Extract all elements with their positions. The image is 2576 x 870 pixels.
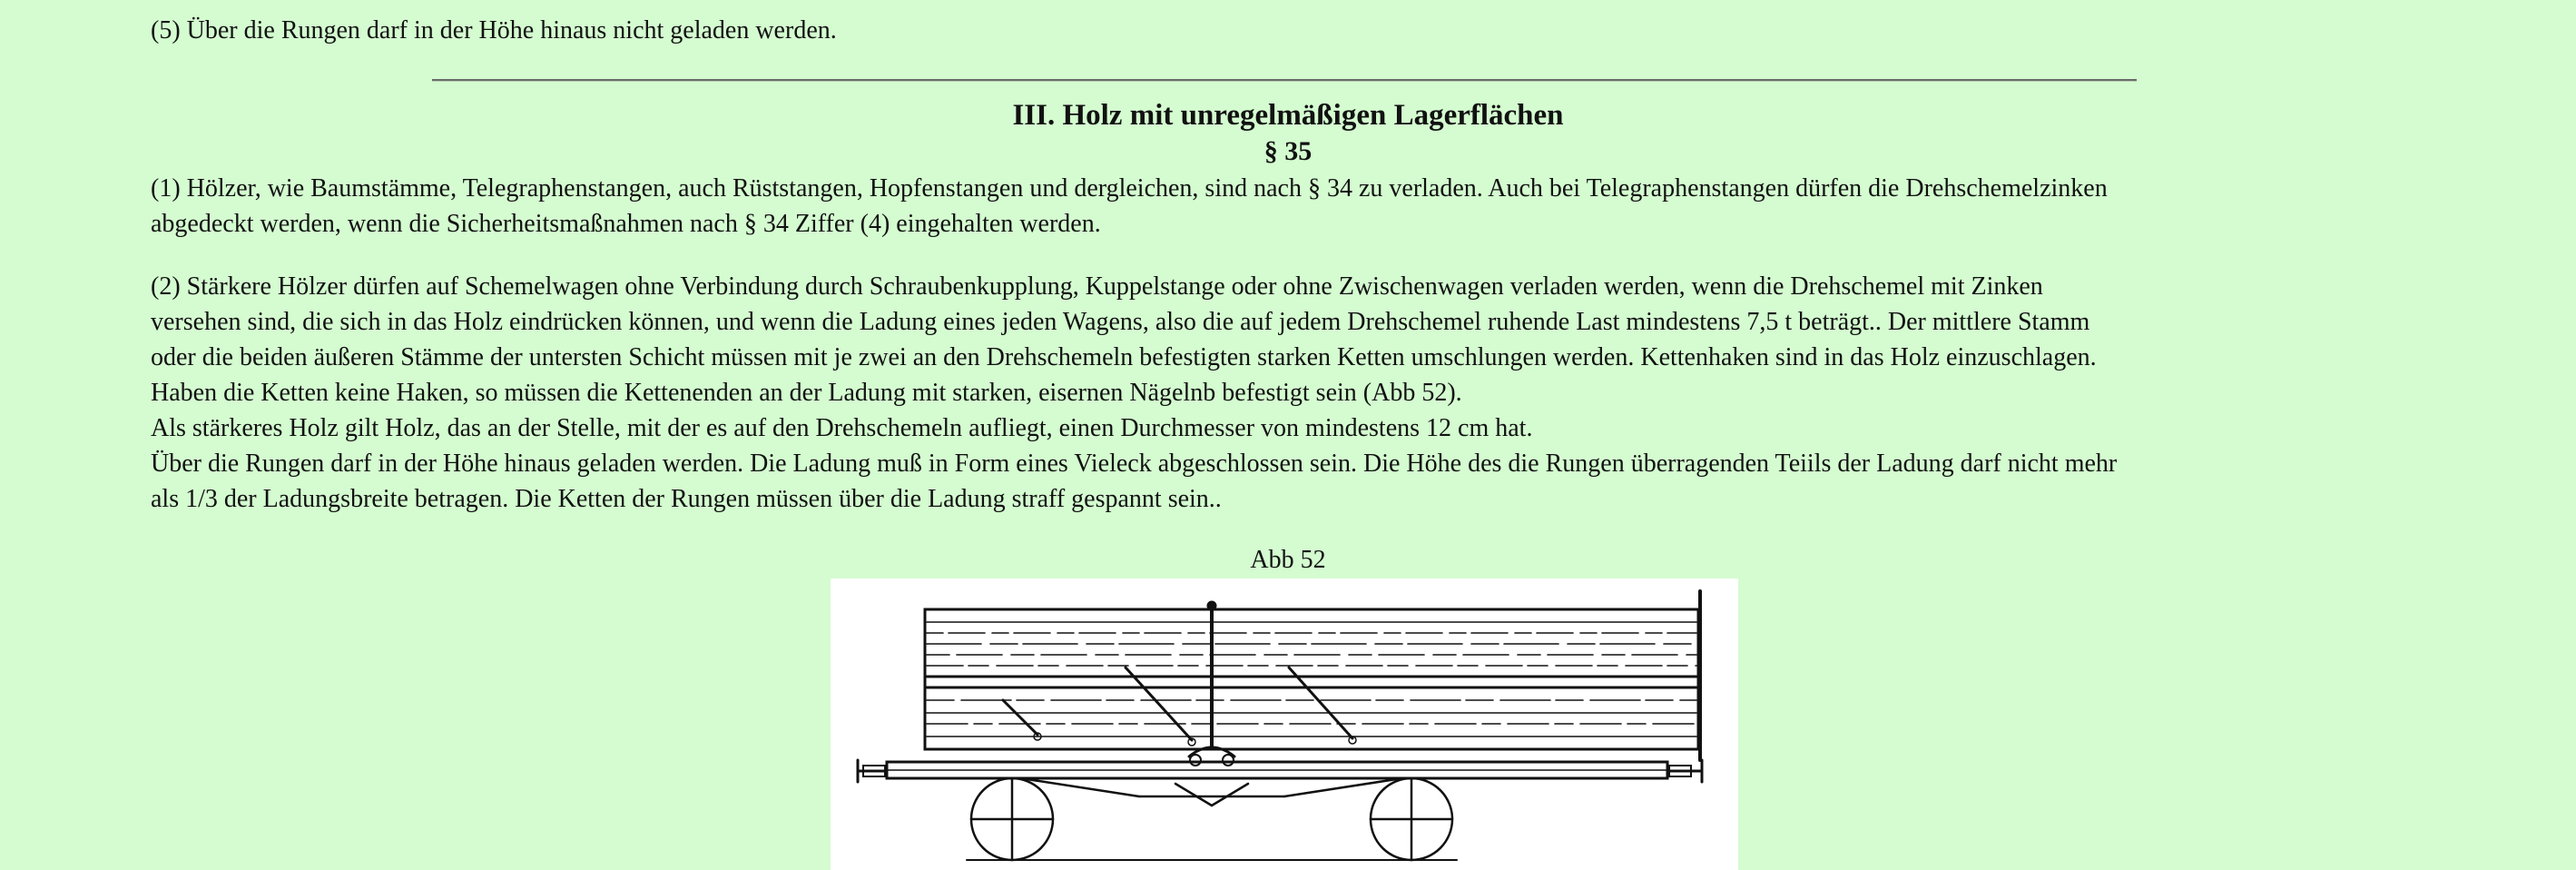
truss (1021, 778, 1402, 806)
log-load-outline (925, 609, 1698, 749)
paragraph-sign: § 35 (1263, 136, 1313, 166)
paragraph-2-line: Als stärkeres Holz gilt Holz, das an der Stelle, mit der es auf den Drehschemeln aufliegt, einen Durchmesser von mindestens 12 cm hat. (151, 414, 1533, 442)
figure-abb-52 (831, 578, 1738, 870)
paragraph-2-line: oder die beiden äußeren Stämme der untersten Schicht müssen mit je zwei an den Drehschemeln befestigten starken Ketten umschlungen werden. Kettenhaken sind in das Holz einzuschlagen. (151, 343, 2097, 371)
paragraph-1 (151, 171, 2402, 242)
wheels (971, 778, 1452, 860)
chain-links (1034, 733, 1356, 746)
log-wagon-drawing (831, 578, 1738, 870)
paragraph-1-line: (1) Hölzer, wie Baumstämme, Telegraphenstangen, auch Rüststangen, Hopfenstangen und dergleichen, sind nach § 34 zu verladen. Auch bei Telegraphenstangen dürfen die Drehschemelzinken (151, 174, 2108, 203)
wagon-frame (858, 760, 1702, 782)
paragraph-2 (151, 269, 2402, 517)
section-title: III. Holz mit unregelmäßigen Lagerflächen (1012, 99, 1564, 132)
paragraph-2-line: (2) Stärkere Hölzer dürfen auf Schemelwagen ohne Verbindung durch Schraubenkupplung, Kuppelstange oder ohne Zwischenwagen verladen werden, wenn die Drehschemel mit Zinken (151, 272, 2043, 301)
log-grain-lines (927, 622, 1696, 737)
paragraph-5: (5) Über die Rungen darf in der Höhe hinaus nicht geladen werden. (151, 16, 837, 44)
horizontal-rule (432, 79, 2137, 82)
paragraph-2-line: Haben die Ketten keine Haken, so müssen die Kettenenden an der Ladung mit starken, eisernen Nägelnb befestigt sein (Abb 52). (151, 379, 1462, 407)
paragraph-2-line: versehen sind, die sich in das Holz eindrücken können, und wenn die Ladung eines jeden Wagens, also die auf jedem Drehschemel ruhende Last mindestens 7,5 t beträgt.. Der mittlere Stamm (151, 308, 2090, 336)
paragraph-2-line: als 1/3 der Ladungsbreite betragen. Die Ketten der Rungen müssen über die Ladung straff gespannt sein.. (151, 485, 1222, 513)
binding-chains (1003, 667, 1352, 740)
figure-caption: Abb 52 (1250, 546, 1326, 574)
paragraph-1-line: abgedeckt werden, wenn die Sicherheitsmaßnahmen nach § 34 Ziffer (4) eingehalten werden. (151, 210, 1101, 238)
paragraph-2-line: Über die Rungen darf in der Höhe hinaus geladen werden. Die Ladung muß in Form eines Vieleck abgeschlossen sein. Die Höhe des die Rungen überragenden Teiils der Ladung darf nicht mehr (151, 450, 2118, 478)
